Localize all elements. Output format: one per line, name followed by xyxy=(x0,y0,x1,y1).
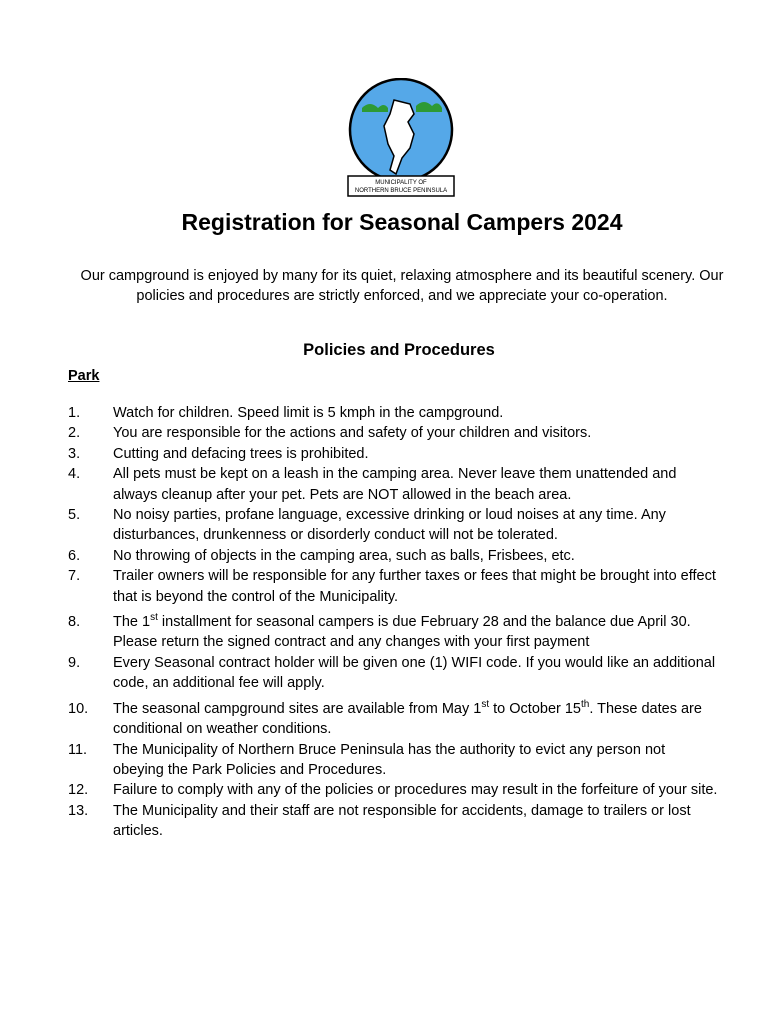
item-text: No noisy parties, profane language, excessive drinking or loud noises at any time. Any disturbances, drunkenness or disorderly conduct will not be tolerated. xyxy=(113,507,666,544)
park-subheading: Park xyxy=(68,368,100,384)
list-item xyxy=(68,699,718,740)
list-item xyxy=(68,423,718,443)
ordinal-suffix: st xyxy=(481,698,490,710)
item-number: 8. xyxy=(68,614,81,631)
item-text: Failure to comply with any of the policies or procedures may result in the forfeiture of your site. xyxy=(113,782,718,799)
item-text-start: The 1 xyxy=(113,614,151,631)
item-text: Watch for children. Speed limit is 5 kmph in the campground. xyxy=(113,405,504,421)
item-text: No throwing of objects in the camping area, such as balls, Frisbees, etc. xyxy=(113,547,575,564)
item-number: 2. xyxy=(68,425,81,442)
item-number: 13. xyxy=(68,802,89,819)
list-item xyxy=(68,612,718,653)
item-text: All pets must be kept on a leash in the camping area. Never leave them unattended and always cleanup after your pet. Pets are NOT allowed in the beach area. xyxy=(113,466,677,503)
item-text-middle: to October 15 xyxy=(489,700,581,717)
item-number: 6. xyxy=(68,547,81,564)
item-text-start: The seasonal campground sites are available from May 1 xyxy=(113,700,482,717)
list-item xyxy=(68,444,718,464)
item-text: You are responsible for the actions and safety of your children and visitors. xyxy=(113,425,592,442)
section-heading: Policies and Procedures xyxy=(303,341,495,359)
item-text: Every Seasonal contract holder will be given one (1) WIFI code. If you would like an additional code, an additional fee will apply. xyxy=(113,654,716,692)
item-text: Cutting and defacing trees is prohibited. xyxy=(113,445,369,462)
list-item xyxy=(68,740,718,781)
ordinal-suffix: th xyxy=(581,698,590,710)
item-number: 9. xyxy=(68,654,81,671)
intro-paragraph: Our campground is enjoyed by many for its quiet, relaxing atmosphere and its beautiful scenery. Our policies and procedures are strictly enforced, and we appreciate your co-operation. xyxy=(80,268,724,304)
list-item xyxy=(68,653,718,694)
ordinal-suffix: st xyxy=(150,612,158,624)
policy-list xyxy=(68,403,718,842)
logo-text-line2: NORTHERN BRUCE PENINSULA xyxy=(354,188,448,194)
item-number: 11. xyxy=(68,741,88,758)
list-item xyxy=(68,464,718,505)
list-item xyxy=(68,505,718,546)
list-item xyxy=(68,801,718,842)
item-number: 3. xyxy=(68,445,81,462)
item-text: The Municipality and their staff are not responsible for accidents, damage to trailers or lost articles. xyxy=(113,802,691,840)
list-item xyxy=(68,566,718,607)
list-item xyxy=(68,403,718,423)
item-text-end: installment for seasonal campers is due February 28 and the balance due April 30. Please return the signed contract and any changes with your first payment xyxy=(113,614,691,651)
list-item xyxy=(68,546,718,566)
item-text: The Municipality of Northern Bruce Peninsula has the authority to evict any person not obeying the Park Policies and Procedures. xyxy=(113,741,666,778)
list-item xyxy=(68,780,718,800)
item-number: 1. xyxy=(68,405,81,421)
item-number: 5. xyxy=(68,507,81,524)
municipality-logo xyxy=(344,78,458,200)
logo-text-line1: MUNICIPALITY OF xyxy=(375,180,427,186)
item-number: 4. xyxy=(68,466,81,483)
item-number: 12. xyxy=(68,782,89,799)
item-text-end: . These dates are conditional on weather conditions. xyxy=(113,700,702,738)
page-title: Registration for Seasonal Campers 2024 xyxy=(181,209,623,235)
item-text: Trailer owners will be responsible for any further taxes or fees that might be brought into effect that is beyond the control of the Municipality. xyxy=(113,568,716,605)
item-number: 10. xyxy=(68,700,89,717)
item-number: 7. xyxy=(68,568,81,585)
